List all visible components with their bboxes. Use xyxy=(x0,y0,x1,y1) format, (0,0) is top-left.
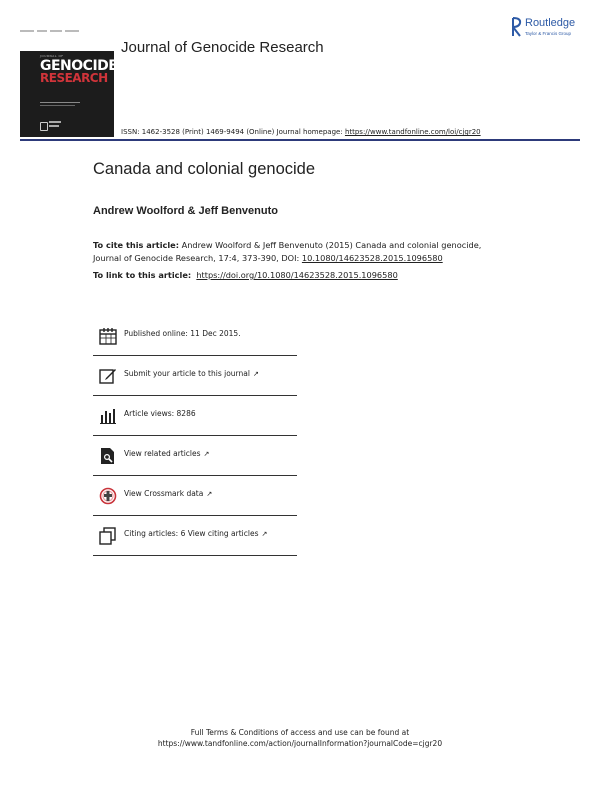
footer-terms xyxy=(0,727,600,749)
article-url-link[interactable]: https://doi.org/10.1080/14623528.2015.1096580 xyxy=(196,270,398,280)
issn-line xyxy=(121,128,481,136)
edit-icon xyxy=(99,367,117,385)
bar-chart-icon xyxy=(99,407,117,425)
issn-text: ISSN: 1462-3528 (Print) 1469-9494 (Online) Journal homepage: xyxy=(121,128,345,136)
footer-terms-link[interactable]: https://www.tandfonline.com/action/journalInformation?journalCode=cjgr20 xyxy=(157,739,443,748)
crossmark-link[interactable]: View Crossmark data ↗ xyxy=(124,489,213,498)
header-divider xyxy=(20,139,580,141)
crossmark-row[interactable] xyxy=(93,475,297,516)
copy-icon xyxy=(99,527,117,545)
citing-articles-row[interactable] xyxy=(93,515,297,556)
published-online-row xyxy=(93,315,297,356)
submit-article-row[interactable] xyxy=(93,355,297,396)
related-articles-link[interactable]: View related articles ↗ xyxy=(124,449,210,458)
publisher-logo-icon xyxy=(40,122,48,131)
link-block xyxy=(93,270,398,280)
publisher-name: Routledge xyxy=(525,17,576,29)
article-views-label: Article views: 8286 xyxy=(124,409,196,418)
calendar-icon xyxy=(99,327,117,345)
cover-metadata-text xyxy=(20,20,84,24)
external-link-icon: ↗ xyxy=(206,490,213,498)
journal-title[interactable]: Journal of Genocide Research xyxy=(121,39,324,56)
submit-article-link[interactable]: Submit your article to this journal ↗ xyxy=(124,369,259,378)
crossmark-icon xyxy=(99,487,117,505)
citing-articles-link[interactable]: Citing articles: 6 View citing articles ↗ xyxy=(124,529,268,538)
article-authors: Andrew Woolford & Jeff Benvenuto xyxy=(93,205,278,217)
published-online-label: Published online: 11 Dec 2015. xyxy=(124,329,241,338)
journal-homepage-link[interactable]: https://www.tandfonline.com/loi/cjgr20 xyxy=(344,128,481,136)
external-link-icon: ↗ xyxy=(252,370,259,378)
cite-text-2: Journal of Genocide Research, 17:4, 373-390, DOI: xyxy=(93,252,302,263)
routledge-r-icon xyxy=(512,17,522,37)
article-views-row xyxy=(93,395,297,436)
related-articles-row[interactable] xyxy=(93,435,297,476)
article-title: Canada and colonial genocide xyxy=(93,160,316,178)
citation-block xyxy=(93,239,513,264)
cite-label: To cite this article: xyxy=(93,240,179,250)
journal-cover-image: JOURNAL OF GENOCIDE RESEARCH xyxy=(20,51,114,137)
search-document-icon xyxy=(99,447,117,465)
footer-line-1: Full Terms & Conditions of access and use can be found at xyxy=(190,728,410,737)
cover-title-genocide: GENOCIDE xyxy=(40,58,118,74)
doi-link[interactable]: 10.1080/14623528.2015.1096580 xyxy=(301,252,443,263)
link-label: To link to this article: xyxy=(93,270,192,280)
cite-text-1: Andrew Woolford & Jeff Benvenuto (2015) Canada and colonial genocide, xyxy=(179,240,482,250)
publisher-tagline: Taylor & Francis Group xyxy=(525,31,572,36)
cover-title-research: RESEARCH xyxy=(40,71,108,85)
external-link-icon: ↗ xyxy=(203,450,210,458)
external-link-icon: ↗ xyxy=(261,530,268,538)
